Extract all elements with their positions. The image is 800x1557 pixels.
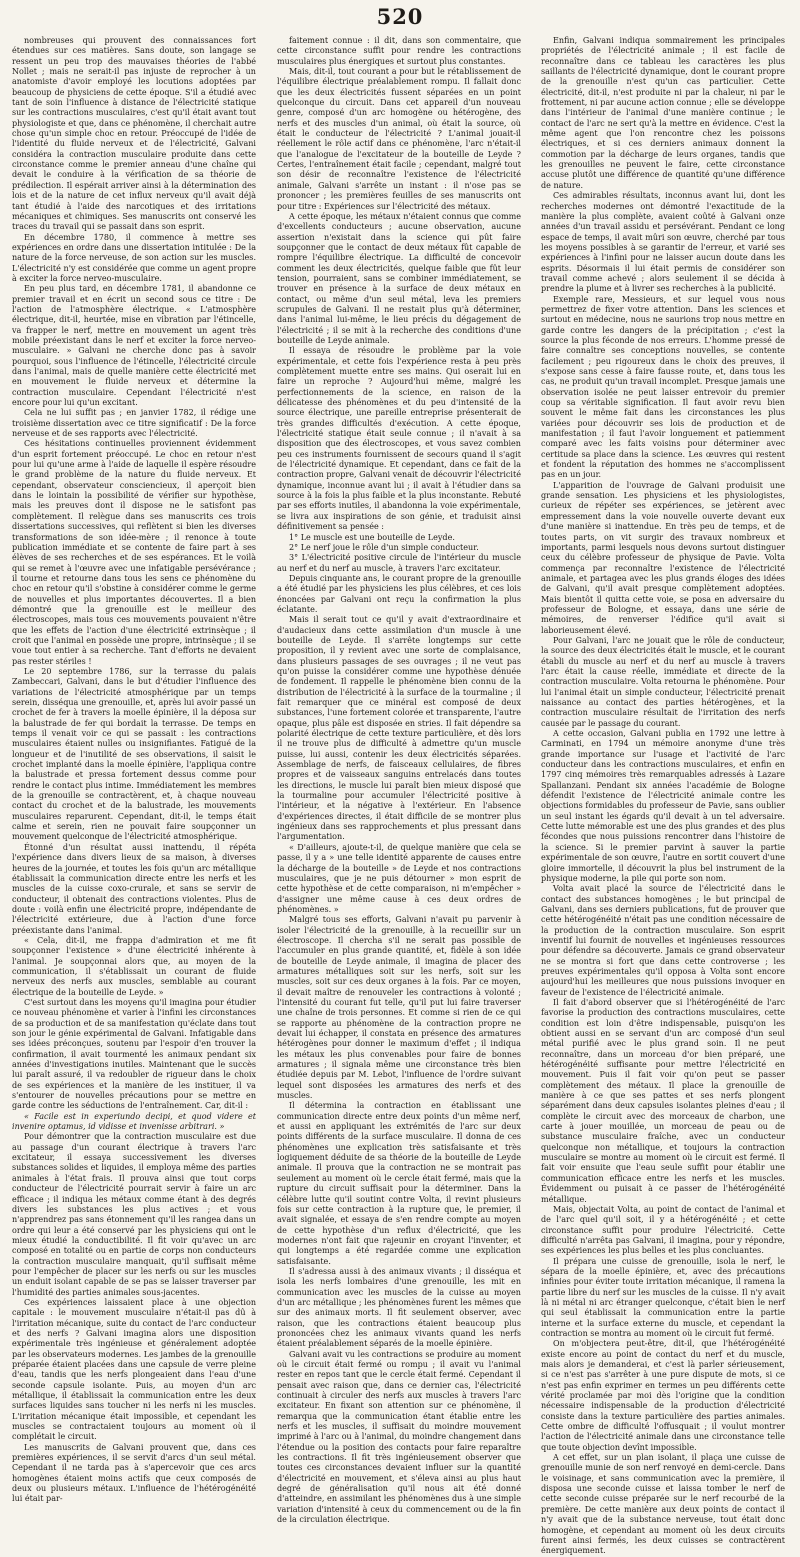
paragraph: « Cela, dit-il, me frappa d'admiration et me fit soupçonner l'existence » d'une électricité inhérente à l'animal. Je soupçonnai alors que, au moyen de la communication, il s'établissait un courant de fluide nerveux des nerfs aux muscles, semblable au courant électrique de la bouteille de Leyde. » xyxy=(12,935,256,997)
text-column-right xyxy=(541,36,785,1556)
paragraph: Mais, dit-il, tout courant a pour but le rétablissement de l'équilibre électrique préalablement rompu. Il fallait donc que les deux électricités fussent séparées en un point quelconque du circuit. Dans cet appareil d'un nouveau genre, composé d'un arc homogène ou hétérogène, des nerfs et des muscles d'un animal, où était la source, où était le conducteur de l'électricité ? L'animal jouait-il réellement le rôle actif dans ce phénomène, l'arc n'était-il que l'analogue de l'excitateur de la bouteille de Leyde ? Certes, l'entraînement était facile ; cependant, malgré tout son désir de reconnaître l'existence de l'électricité animale, Galvani s'arrête un instant : il n'ose pas se prononcer ; les premières feuilles de ses manuscrits ont pour titre : Expériences sur l'électricité des métaux. xyxy=(277,67,521,211)
paragraph: A cette occasion, Galvani publia en 1792 une lettre à Carminati, en 1794 un mémoire anonyme d'une très grande importance sur l'usage et l'activité de l'arc conducteur dans les contractions musculaires, et enfin en 1797 cinq mémoires très remarquables adressés à Lazare Spallanzani. Pendant six années l'académie de Bologne défendit l'existence de l'électricité animale contre les objections formidables du professeur de Pavie, sans oublier un seul instant les égards qu'il devait à un tel adversaire. Cette lutte mémorable est une des plus grandes et des plus fécondes que nous puissions rencontrer dans l'histoire de la science. Si le premier parvint à sauver la partie expérimentale de son œuvre, l'autre en sortit couvert d'une gloire immortelle, il découvrit la plus bel instrument de la physique moderne, la pile qui porte son nom. xyxy=(541,729,785,883)
paragraph: Cela ne lui suffit pas ; en janvier 1782, il rédige une troisième dissertation avec ce titre significatif : De la force nerveuse et de ses rapports avec l'électricité. xyxy=(12,408,256,439)
paragraph: 2° Le nerf joue le rôle d'un simple conducteur. xyxy=(289,542,479,552)
paragraph: A cette époque, les métaux n'étaient connus que comme d'excellents conducteurs ; aucune observation, aucune assertion n'existait dans la science qui pût faire soupçonner que le contact de deux métaux fût capable de rompre l'équilibre électrique. La difficulté de concevoir comment les deux électricités, quelque faible que fût leur tension, pourraient, sans se combiner immédiatement, se trouver en présence à la surface de deux métaux en contact, ou même d'un seul métal, leva les premiers scrupules de Galvani. Il ne restait plus qu'à déterminer, dans l'animal lui-même, le lieu précis du dégagement de l'électricité ; il se mit à la recherche des conditions d'une bouteille de Leyde animale. xyxy=(277,211,521,345)
paragraph: A cet effet, sur un plan isolant, il plaça une cuisse de grenouille munie de son nerf renvoyé en demi-cercle. Dans le voisinage, et sans communication avec la première, il disposa une seconde cuisse et laissa tomber le nerf de cette seconde cuisse préparée sur le nerf recourbé de la première. De cette manière aux deux points de contact il n'y avait que de la substance nerveuse, tout était donc homogène, et cependant au moment où les deux circuits furent ainsi fermés, les deux cuisses se contractèrent énergiquement. xyxy=(541,1453,785,1556)
paragraph: Étonné d'un résultat aussi inattendu, il répéta l'expérience dans divers lieux de sa maison, à diverses heures de la journée, et toutes les fois qu'un arc métallique établissait la communication directe entre les nerfs et les muscles de la cuisse coxo-crurale, et sans se servir de conducteur, il obtenait des contractions violentes. Plus de doute : voilà enfin une électricité propre, indépendante de l'électricité extérieure, due à l'action d'une force préexistante dans l'animal. xyxy=(12,842,256,935)
text-column-left xyxy=(12,36,256,1504)
paragraph: Mais il serait tout ce qu'il y avait d'extraordinaire et d'audacieux dans cette assimilation d'un muscle à une bouteille de Leyde. Il s'arrête longtemps sur cette proposition, il y revient avec une sorte de complaisance, dans plusieurs passages de ses ouvrages ; il ne veut pas qu'on puisse la considérer comme une hypothèse dénuée de fondement. Il rappelle le phénomène bien connu de la distribution de l'électricité à la surface de la tourmaline ; il fait remarquer que ce minéral est composé de deux substances, l'une fortement colorée et transparente, l'autre opaque, plus pâle est disposée en stries. Il fait dépendre sa polarité électrique de cette texture particulière, et dès lors il ne trouve plus de difficulté à admettre qu'un muscle puisse, lui aussi, contenir les deux électricités séparées. Assemblage de nerfs, de faisceaux cellulaires, de fibres propres et de vaisseaux sanguins entrelacés dans toutes les directions, le muscle lui paraît bien mieux disposé que la tourmaline pour accumuler l'électricité positive à l'intérieur, et la négative à l'extérieur. En l'absence d'expériences directes, il était difficile de se montrer plus ingénieux dans ses rapprochements et plus pressant dans l'argumentation. xyxy=(277,615,521,842)
paragraph: Il essaya de résoudre le problème par la voie expérimentale, et cette fois l'expérience resta à peu près complètement muette entre ses mains. Qui oserait lui en faire un reproche ? Aujourd'hui même, malgré les perfectionnements de la science, en raison de la délicatesse des phénomènes et du peu d'intensité de la source électrique, une pareille entreprise présenterait de très grandes difficultés d'exécution. A cette époque, l'électricité statique était seule connue ; il n'avait à sa disposition que des électroscopes, et vous savez combien peu ces instruments fournissent de secours quand il s'agit de l'électricité dynamique. Et cependant, dans ce fait de la contraction propre, Galvani venait de découvrir l'électricité dynamique, inconnue avant lui ; il avait à l'étudier dans sa source à la fois la plus faible et la plus inconstante. Rebuté par ses efforts inutiles, il abandonna la voie expérimentale, se livra aux inspirations de son génie, et traduisit ainsi définitivement sa pensée : xyxy=(277,346,521,532)
paragraph: Mais, objectait Volta, au point de contact de l'animal et de l'arc quel qu'il soit, il y a hétérogénéité ; et cette circonstance suffit pour produire l'électricité. Cette difficulté n'arrêta pas Galvani, il imagina, pour y répondre, ses expériences les plus belles et les plus concluantes. xyxy=(541,1204,785,1256)
paragraph: Ces hésitations continuelles proviennent évidemment d'un esprit fortement préoccupé. Le choc en retour n'est pour lui qu'une arme à l'aide de laquelle il espère résoudre le grand problème de la nature du fluide nerveux. Et cependant, observateur consciencieux, il aperçoit bien dans le lointain la possibilité de vérifier sur hypothèse, mais les preuves dont il dispose ne le satisfont pas complètement. Il relègue dans ses manuscrits ces trois dissertations successives, qui reflètent si bien les diverses transformations de son idée-mère ; il renonce à toute publication immédiate et se contente de faire part à ses élèves de ses recherches et de ses espérances. Et le voilà qui se remet à l'œuvre avec une infatigable persévérance ; il tourne et retourne dans tous les sens ce phénomène du choc en retour qu'il s'obstine à considérer comme le germe de nouvelles et plus importantes découvertes. Il a bien démontré que la grenouille est le meilleur des électroscopes, mais tous ces mouvements pouvaient n'être que les effets de l'action d'une électricité extrinsèque ; il croit que l'animal en possède une propre, intrinsèque ; il se voue tout entier à sa recherche. Tant d'efforts ne devaient pas rester stériles ! xyxy=(12,439,256,666)
page-number: 520 xyxy=(376,4,424,29)
paragraph: Malgré tous ses efforts, Galvani n'avait pu parvenir à isoler l'électricité de la grenouille, à la recueillir sur un électroscope. Il chercha s'il ne serait pas possible de l'accumuler en plus grande quantité, et, fidèle à son idée de bouteille de Leyde animale, il imagina de placer des armatures métalliques soit sur les nerfs, soit sur les muscles, soit sur ces deux organes à la fois. Par ce moyen, il devait maître de renouveler les contractions à volonté ; l'intensité du courant fut telle, qu'il put lui faire traverser une chaîne de trois personnes. Et comme si rien de ce qui se rapporte au phénomène de la contraction propre ne devait lui échapper, il constata en présence des armatures hétérogènes pour donner le maximum d'effet ; il indiqua les métaux les plus convenables pour faire de bonnes armatures ; il signala même une circonstance très bien étudiée depuis par M. Lebot, l'influence de l'ordre suivant lequel sont disposées les armatures des nerfs et des muscles. xyxy=(277,915,521,1101)
paragraph: Le 20 septembre 1786, sur la terrasse du palais Zambeccari, Galvani, dans le but d'étudier l'influence des variations de l'électricité atmosphérique par un temps serein, disséqua une grenouille, et, après lui avoir passé un crochet de fer à travers la moelle épinière, il la déposa sur la balustrade de fer qui bordait la terrasse. De temps en temps il venait voir ce qui se passait : les contractions musculaires étaient nulles ou insignifiantes. Fatigué de la longueur et de l'inutilité de ses observations, il saisit le crochet implanté dans la moelle épinière, l'appliqua contre la balustrade et pressa fortement dessus comme pour rendre le contact plus intime. Immédiatement les membres de la grenouille se contractèrent, et, à chaque nouveau contact du crochet et de la balustrade, les mouvements musculaires reparurent. Cependant, dit-il, le temps était calme et serein, rien ne pouvait faire soupçonner un mouvement quelconque de l'électricité atmosphérique. xyxy=(12,666,256,842)
paragraph: nombreuses qui prouvent des connaissances fort étendues sur ces matières. Sans doute, son langage se ressent un peu trop des mauvaises théories de l'abbé Nollet ; mais ne serait-il pas injuste de reprocher à un anatomiste d'avoir employé les locutions adoptées par beaucoup de physiciens de cette époque. S'il a étudié avec tant de soin l'influence à distance de l'électricité statique sur les contractions musculaires, c'est qu'il était avant tout physiologiste et que, dans ce phénomène, il cherchait autre chose qu'un simple choc en retour. Préoccupé de l'idée de l'identité du fluide nerveux et de l'électricité, Galvani considéra la contraction musculaire produite dans cette circonstance comme le premier anneau d'une chaîne qui devait le conduire à la vérification de sa théorie de prédilection. Il espérait arriver ainsi à la détermination des lois et de la nature de cet influx nerveux qu'il avait déjà tant étudié à l'aide des narcotiques et des irritations mécaniques et chimiques. Ses manuscrits ont conservé les traces du travail qui se passait dans son esprit. xyxy=(12,36,256,232)
paragraph: Il prépara une cuisse de grenouille, isola le nerf, le sépara de la moelle épinière, et, avec des précautions infinies pour éviter toute irritation mécanique, il ramena la partie libre du nerf sur les muscles de la cuisse. Il n'y avait là ni métal ni arc étranger quelconque, c'était bien le nerf qui seul établissait la communication entre la partie interne et la surface externe du muscle, et cependant la contraction se montra au moment où le circuit fut fermé. xyxy=(541,1256,785,1338)
paragraph: 1° Le muscle est une bouteille de Leyde. xyxy=(289,532,455,542)
paragraph: faitement connue : il dit, dans son commentaire, que cette circonstance suffit pour rendre les contractions musculaires plus énergiques et surtout plus constantes. xyxy=(277,36,521,66)
paragraph: En décembre 1780, il commence à mettre ses expériences en ordre dans une dissertation intitulée : De la nature de la force nerveuse, de son action sur les muscles. L'électricité n'y est considérée que comme un agent propre à exciter la force nerveo-musculaire. xyxy=(12,232,256,283)
paragraph: Il fait d'abord observer que si l'hétérogénéité de l'arc favorise la production des contractions musculaires, cette condition est loin d'être indispensable, puisqu'on les obtient aussi en se servant d'un arc composé d'un seul métal purifié avec le plus grand soin. Il ne peut reconnaître, dans un morceau d'or bien préparé, une hétérogénéité suffisante pour mettre l'électricité en mouvement. Puis il fait voir qu'on peut se passer complètement des métaux. Il place la grenouille de manière à ce que ses pattes et ses nerfs plongent séparément dans deux capsules isolantes pleines d'eau ; il complète le circuit avec des morceaux de charbon, une carte à jouer mouillée, un morceau de peau ou de substance musculaire fraîche, avec un conducteur quelconque non métallique, et toujours la contraction musculaire se montre au moment où le circuit est fermé. Il fait voir ensuite que l'eau seule suffit pour établir une communication efficace entre les nerfs et les muscles. Évidemment ou puisait à ce passer de l'hétérogénéité métallique. xyxy=(541,997,785,1204)
paragraph: C'est surtout dans les moyens qu'il imagina pour étudier ce nouveau phénomène et varier à l'infini les circonstances de sa production et de sa manifestation qu'éclate dans tout son jour le génie expérimental de Galvani. Infatigable dans ses idées préconçues, soutenu par l'espoir d'en trouver la confirmation, il avait tourmenté les animaux pendant six années d'investigations inutiles. Maintenant que le succès lui paraît assuré, il va redoubler de rigueur dans le choix de ses expériences et la manière de les instituer, il va s'entourer de nouvelles précautions pour se mettre en garde contre les séductions de l'entraînement. Car, dit-il : xyxy=(12,997,256,1111)
paragraph: « D'ailleurs, ajoute-t-il, de quelque manière que cela se passe, il y a » une telle identité apparente de causes entre la décharge de la bouteille » de Leyde et nos contractions musculaires, que je ne puis détourner » mon esprit de cette hypothèse et de cette comparaison, ni m'empêcher » d'assigner une même cause à ces deux ordres de phénomènes. » xyxy=(277,842,521,914)
paragraph: Il détermina la contraction en établissant une communication directe entre deux points d'un même nerf, et aussi en appliquant les extrémités de l'arc sur deux points différents de la surface musculaire. Il donna de ces phénomènes une explication très satisfaisante et très logiquement déduite de sa théorie de la bouteille de Leyde animale. Il prouva que la contraction ne se montrait pas seulement au moment où le cercle était fermé, mais que la rupture du circuit suffisait pour la déterminer. Dans la célèbre lutte qu'il soutint contre Volta, il revint plusieurs fois sur cette contraction à la rupture que, le premier, il avait signalée, et essaya de s'en rendre compte au moyen de cette hypothèse d'un reflux d'électricité, que les modernes n'ont fait que rajeunir en croyant l'inventer, et qui longtemps a été regardée comme une explication satisfaisante. xyxy=(277,1101,521,1266)
paragraph: Les manuscrits de Galvani prouvent que, dans ces premières expériences, il se servit d'arcs d'un seul métal. Cependant il ne tarda pas à s'apercevoir que ces arcs homogènes étaient moins actifs que ceux composés de deux ou plusieurs métaux. L'influence de l'hétérogénéité lui était par- xyxy=(12,1442,256,1504)
paragraph: Volta avait placé la source de l'électricité dans le contact des substances homogènes ; le but principal de Galvani, dans ses derniers publications, fut de prouver que cette hétérogénéité n'était pas une condition nécessaire de la production de la contraction musculaire. Son esprit inventif lui fournit de nouvelles et ingénieuses ressources pour défendre sa découverte. Jamais ce grand observateur ne se montra si fort que dans cette controverse ; les preuves expérimentales qu'il opposa à Volta sont encore aujourd'hui les meilleures que nous puissions invoquer en faveur de l'existence de l'électricité animale. xyxy=(541,884,785,997)
text-column-middle xyxy=(277,36,521,1525)
paragraph: L'apparition de l'ouvrage de Galvani produisit une grande sensation. Les physiciens et les physiologistes, curieux de répéter ses expériences, se jetèrent avec empressement dans la voie nouvelle ouverte devant eux d'une manière si inattendue. En très peu de temps, et de toutes parts, on vit surgir des travaux nombreux et importants, parmi lesquels nous devons surtout distinguer ceux du célèbre professeur de physique de Pavie. Volta commença par reconnaître l'existence de l'électricité animale, et partagea avec les plus grands éloges des idées de Galvani, qu'il avait presque complètement adoptées. Mais bientôt il quitta cette voie, se posa en adversaire du professeur de Bologne, et essaya, dans une série de mémoires, de renverser l'édifice qu'il avait si laborieusement élevé. xyxy=(541,480,785,635)
paragraph: Pour Galvani, l'arc ne jouait que le rôle de conducteur, la source des deux électricités était le muscle, et le courant établi du muscle au nerf et du nerf au muscle à travers l'arc était la cause réelle, immédiate et directe de la contraction musculaire. Volta retourna le phénomène. Pour lui l'animal était un simple conducteur, l'électricité prenait naissance au contact des parties hétérogènes, et la contraction musculaire résultait de l'irritation des nerfs causée par le passage du courant. xyxy=(541,635,785,728)
paragraph: 3° L'électricité positive circule de l'intérieur du muscle au nerf et du nerf au muscle, à travers l'arc excitateur. xyxy=(277,553,521,573)
paragraph: Exemple rare, Messieurs, et sur lequel vous nous permettrez de fixer votre attention. Dans les sciences et surtout en médecine, nous ne saurions trop nous mettre en garde contre les dangers de la précipitation ; c'est la source la plus féconde de nos erreurs. L'homme pressé de faire connaître ses conceptions nouvelles, se contente facilement ; peu rigoureux dans le choix des preuves, il s'expose sans cesse à faire fausse route, et, dans tous les cas, ne produit qu'un travail incomplet. Presque jamais une observation isolée ne peut laisser entrevoir du premier coup sa véritable signification. Il faut avoir revu bien souvent le même fait dans les circonstances les plus variées pour découvrir ses lois de production et de manifestation ; il faut l'avoir longuement et patiemment comparé avec les faits voisins pour déterminer avec certitude sa place dans la science. Les œuvres qui restent et fondent la réputation des hommes ne s'accomplissent pas en un jour. xyxy=(541,294,785,480)
paragraph: Pour démontrer que la contraction musculaire est due au passage d'un courant électrique à travers l'arc excitateur, il essaya successivement les diverses substances solides et liquides, il employa même des parties animales à l'état frais. Il prouva ainsi que tout corps conducteur de l'électricité pourrait servir à faire un arc efficace ; il indiqua les métaux comme étant à des degrés divers les substances les plus actives ; et vous n'apprendrez pas sans étonnement qu'il les rangea dans un ordre qui leur a été conservé par les physiciens qui ont le mieux étudié la conductibilité. Il fit voir qu'avec un arc composé en totalité ou en partie de corps non conducteurs la contraction musculaire manquait, qu'il suffisait même pour l'empêcher de placer sur les nerfs ou sur les muscles un enduit isolant capable de se pas se laisser traverser par l'humidité des parties animales sous-jacentes. xyxy=(12,1132,256,1297)
paragraph: Ces expériences laissaient place à une objection capitale : le mouvement musculaire n'était-il pas dû à l'irritation mécanique, suite du contact de l'arc conducteur et des nerfs ? Galvani imagina alors une disposition expérimentale très ingénieuse et généralement adoptée par les observateurs modernes. Les jambes de la grenouille préparée étaient placées dans une capsule de verre pleine d'eau, tandis que les nerfs plongeaient dans l'eau d'une seconde capsule isolante. Puis, au moyen d'un arc métallique, il établissait la communication entre les deux surfaces liquides sans toucher ni les nerfs ni les muscles. L'irritation mécanique était impossible, et cependant les muscles se contractaient toujours au moment où il complétait le circuit. xyxy=(12,1297,256,1442)
paragraph: « Facile est in experiundo decipi, et quod videre et invenire optamus, id vidisse et invenisse arbitrari. » xyxy=(12,1111,256,1132)
paragraph: Depuis cinquante ans, le courant propre de la grenouille a été étudié par les physiciens les plus célèbres, et ces lois énoncées par Galvani ont reçu la confirmation la plus éclatante. xyxy=(277,573,521,614)
paragraph: En peu plus tard, en décembre 1781, il abandonne ce premier travail et en écrit un second sous ce titre : De l'action de l'atmosphère électrique. « L'atmosphère électrique, dit-il, heurtée, mise en vibration par l'étincelle, va frapper le nerf, mettre en mouvement un agent très mobile préexistant dans le nerf et exciter la force nerveo-musculaire. » Galvani ne cherche donc pas à savoir pourquoi, sous l'influence de l'étincelle, l'électricité circule dans l'animal, mais de quelle manière cette électricité met en mouvement le fluide nerveux et détermine la contraction musculaire. Cependant l'électricité n'est encore pour lui qu'un excitant. xyxy=(12,284,256,408)
paragraph: Ces admirables résultats, inconnus avant lui, dont les recherches modernes ont démontré l'exactitude de la manière la plus complète, avaient coûté à Galvani onze années d'un travail assidu et persévérant. Pendant ce long espace de temps, il avait mûri son œuvre, cherché par tous les moyens possibles à se garantir de l'erreur, et varié ses expériences à l'infini pour ne laisser aucun doute dans les esprits. Désormais il lui était permis de considérer son travail comme achevé ; alors seulement il se décida à prendre la plume et à livrer ses recherches à la publicité. xyxy=(541,191,785,294)
paragraph: Galvani avait vu les contractions se produire au moment où le circuit était fermé ou rompu ; il avait vu l'animal rester en repos tant que le cercle était fermé. Cependant il pensait avec raison que, dans ce dernier cas, l'électricité continuait à circuler des nerfs aux muscles à travers l'arc excitateur. En fixant son attention sur ce phénomène, il remarqua que la communication étant établie entre les nerfs et les muscles, il suffisait du moindre mouvement imprimé à l'arc ou à l'animal, du moindre changement dans l'étendue ou la position des contacts pour faire reparaître les contractions. Il fit très ingénieusement observer que toutes ces circonstances devaient influer sur la quantité d'électricité en mouvement, et s'éleva ainsi au plus haut degré de généralisation qu'il nous ait été donné d'atteindre, en assimilant les phénomènes dus à une simple variation d'intensité à ceux du commencement ou de la fin de la circulation électrique. xyxy=(277,1349,521,1525)
paragraph: On m'objectera peut-être, dit-il, que l'hétérogénéité existe encore au point de contact du nerf et du muscle, mais alors je demanderai, et c'est là parler sérieusement, si ce n'est pas s'arrêter à une pure dispute de mots, si ce n'est pas enfin exprimer en termes un peu différents cette vérité proclamée par moi dès l'origine que la condition nécessaire indispensable de la production d'électricité consiste dans la texture particulière des parties animales. Cette ombre de difficulté l'offusquait ; il voulut montrer l'action de l'électricité animale dans une circonstance telle que toute objection devînt impossible. xyxy=(541,1339,785,1452)
paragraph: Il s'adressa aussi à des animaux vivants ; il disséqua et isola les nerfs lombaires d'une grenouille, les mit en communication avec les muscles de la cuisse au moyen d'un arc métallique ; les phénomènes furent les mêmes que sur des animaux morts. Il fit seulement observer, avec raison, que les contractions étaient beaucoup plus prononcées chez les animaux vivants quand les nerfs étaient préalablement séparés de la moelle épinière. xyxy=(277,1266,521,1349)
paragraph: Enfin, Galvani indiqua sommairement les principales propriétés de l'électricité animale ; il est facile de reconnaître dans ce tableau les caractères les plus saillants de l'électricité dynamique, dont le courant propre de la grenouille n'est qu'un cas particulier. Cette électricité, dit-il, n'est produite ni par la chaleur, ni par le frottement, ni par aucune action connue ; elle se développe dans l'intérieur de l'animal d'une manière continue ; le contact de l'arc ne sert qu'à la mettre en évidence. C'est la même agent que l'on rencontre chez les poissons électriques, et si ces derniers animaux donnent la commotion par la décharge de leurs organes, tandis que les grenouilles ne peuvent le faire, cette circonstance accuse plutôt une différence de quantité qu'une différence de nature. xyxy=(541,36,785,190)
